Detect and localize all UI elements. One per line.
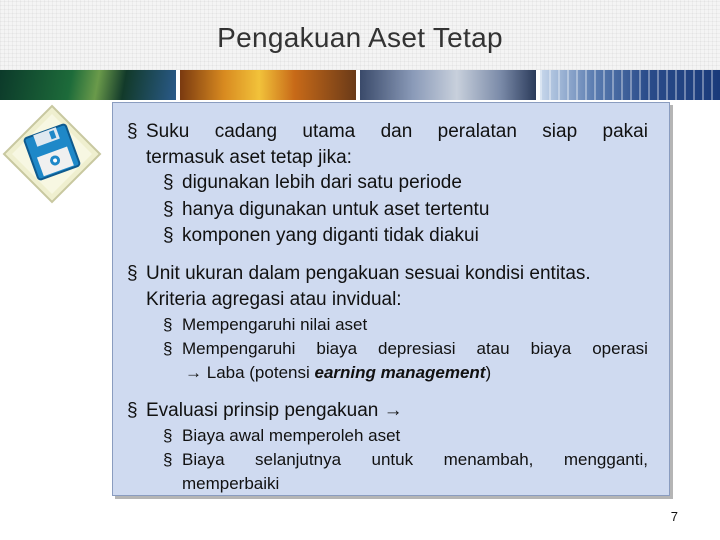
banner-image-3 [360, 70, 536, 100]
emphasis-text: earning management [314, 363, 486, 382]
word: utama [302, 121, 356, 142]
item2-sub2-cont [185, 363, 491, 383]
word: dan [380, 121, 413, 142]
banner-strip [0, 70, 720, 100]
item3-sub1: Biaya awal memperoleh aset [182, 426, 401, 445]
item2-sub2 [182, 339, 648, 359]
cont-close: ) [485, 363, 492, 382]
item1-line1 [146, 121, 648, 143]
item3-text: Evaluasi prinsip pengakuan [146, 400, 379, 421]
item3-sub2-cont: memperbaiki [182, 474, 280, 493]
banner-image-4 [540, 70, 720, 100]
bullet-marker: § [127, 121, 138, 142]
item1-sub2: hanya digunakan untuk aset tertentu [182, 199, 490, 220]
bullet-marker: § [163, 172, 174, 193]
word: Mempengaruhi [182, 339, 296, 358]
bullet-marker: § [163, 450, 173, 469]
word: untuk [371, 450, 414, 469]
bullet-marker: § [163, 339, 173, 358]
bullet-marker: § [127, 263, 138, 284]
word: biaya [316, 339, 358, 358]
item2-line2: Kriteria agregasi atau invidual: [146, 289, 402, 310]
bullet-marker: § [163, 426, 173, 445]
arrow-icon: → [185, 363, 202, 382]
word: siap [542, 121, 578, 142]
bullet-marker: § [163, 225, 174, 246]
item3-sub2 [182, 450, 648, 470]
bullet-marker: § [163, 199, 174, 220]
word: operasi [592, 339, 648, 358]
banner-image-1 [0, 70, 176, 100]
bullet-marker: § [127, 400, 138, 421]
word: Suku [146, 121, 190, 142]
cont-text: Laba (potensi [206, 363, 315, 382]
word: biaya [530, 339, 572, 358]
bullet-marker: § [163, 315, 173, 334]
word: atau [476, 339, 510, 358]
item3-line1 [146, 400, 403, 422]
word: pakai [602, 121, 648, 142]
banner-image-2 [180, 70, 356, 100]
word: menambah, [443, 450, 534, 469]
item2-sub1: Mempengaruhi nilai aset [182, 315, 368, 334]
word: peralatan [437, 121, 517, 142]
content-panel [112, 102, 670, 496]
word: cadang [214, 121, 278, 142]
word: depresiasi [378, 339, 456, 358]
item2-line1: Unit ukuran dalam pengakuan sesuai kondisi entitas. [146, 263, 591, 284]
word: selanjutnya [255, 450, 342, 469]
item1-sub3: komponen yang diganti tidak diakui [182, 225, 479, 246]
item1-sub1: digunakan lebih dari satu periode [182, 172, 462, 193]
floppy-disk-icon [0, 100, 110, 210]
word: Biaya [182, 450, 225, 469]
arrow-icon: → [383, 400, 403, 421]
slide-title: Pengakuan Aset Tetap [217, 22, 503, 53]
word: mengganti, [563, 450, 648, 469]
page-number: 7 [670, 509, 678, 524]
item1-line2: termasuk aset tetap jika: [146, 147, 352, 168]
